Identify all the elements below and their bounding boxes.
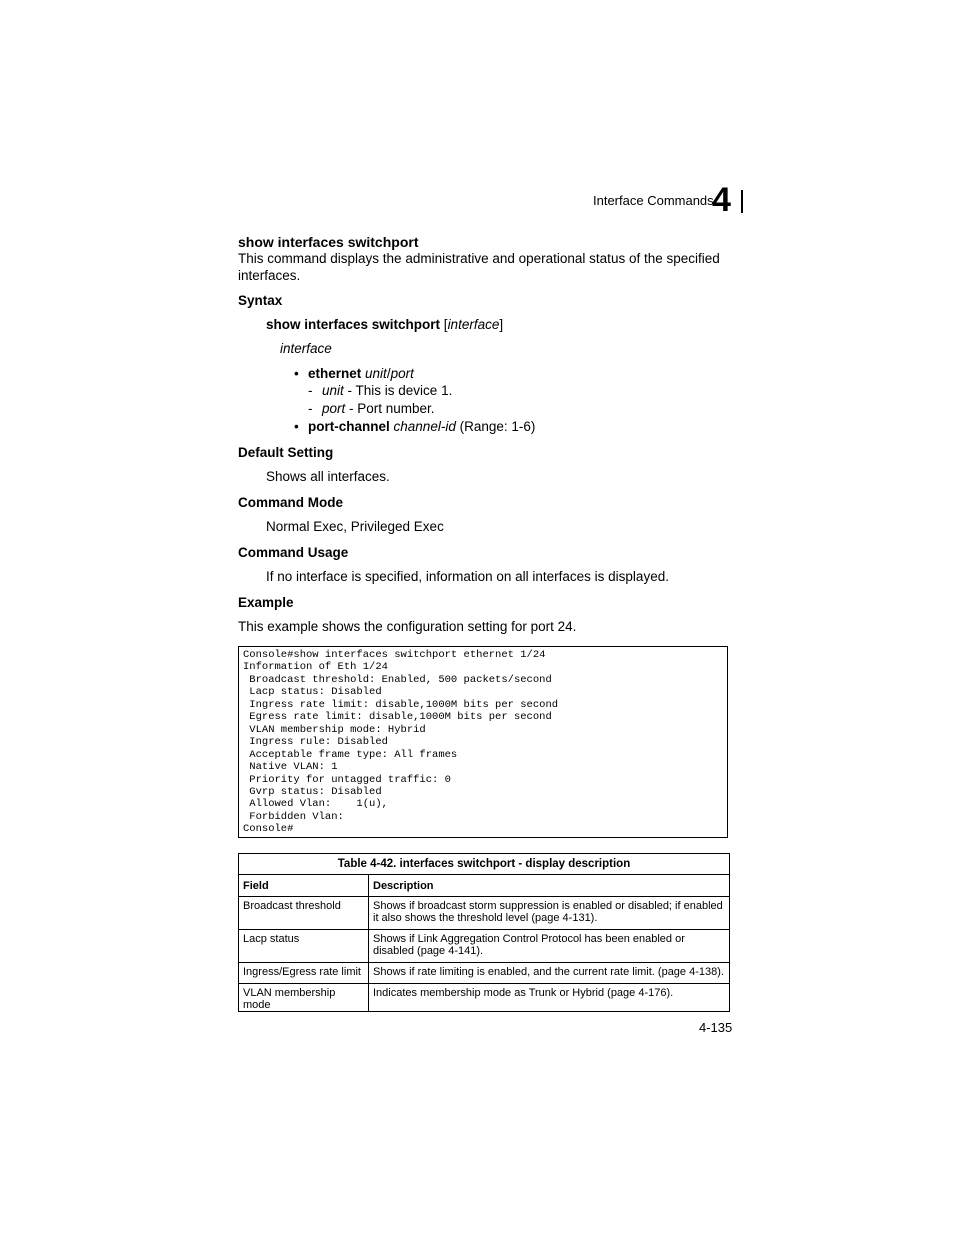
table-cell-field: Ingress/Egress rate limit — [239, 963, 369, 984]
command-mode-text: Normal Exec, Privileged Exec — [266, 519, 444, 534]
syntax-param: interface — [447, 317, 500, 332]
table-row — [239, 963, 730, 984]
table-cell-description: Shows if broadcast storm suppression is enabled or disabled; if enabled it also shows the threshold level (page 4-131). — [369, 897, 730, 930]
table-cell-description: Shows if Link Aggregation Control Protocol has been enabled or disabled (page 4-141). — [369, 930, 730, 963]
param-name: interface — [280, 341, 332, 356]
example-text: This example shows the configuration setting for port 24. — [238, 619, 577, 634]
table-row — [239, 984, 730, 1012]
bullet-mark: • — [294, 419, 299, 434]
running-header-title: Interface Commands — [593, 193, 714, 208]
table-header-field: Field — [239, 875, 369, 897]
bullet-italic-unit: unit — [365, 366, 387, 381]
command-heading: show interfaces switchport — [238, 234, 419, 250]
table-cell-field: Lacp status — [239, 930, 369, 963]
bullet-italic: channel-id — [393, 419, 456, 434]
sub-item-text: - This is device 1. — [343, 383, 453, 398]
bullet-mark: • — [294, 366, 299, 381]
chapter-number: 4 — [712, 181, 731, 219]
command-mode-heading: Command Mode — [238, 495, 344, 510]
dash-mark: - — [308, 401, 313, 416]
default-setting-text: Shows all interfaces. — [266, 469, 390, 484]
table-cell-description: Shows if rate limiting is enabled, and the current rate limit. (page 4-138). — [369, 963, 730, 984]
table-cell-description: Indicates membership mode as Trunk or Hybrid (page 4-176). — [369, 984, 730, 1012]
syntax-open-bracket: [ — [440, 317, 448, 332]
dash-mark: - — [308, 383, 313, 398]
sub-item-italic: port — [322, 401, 346, 416]
table-caption: Table 4-42. interfaces switchport - display description — [239, 854, 730, 875]
bullet-text: (Range: 1-6) — [455, 419, 536, 434]
command-description: This command displays the administrative and operational status of the specified interfaces. — [238, 251, 720, 283]
table-cell-field: Broadcast threshold — [239, 897, 369, 930]
default-setting-heading: Default Setting — [238, 445, 334, 460]
description-table — [238, 853, 730, 1012]
code-example-box — [238, 646, 728, 838]
bullet-bold: port-channel — [308, 419, 390, 434]
table-row — [239, 930, 730, 963]
bullet-bold: ethernet — [308, 366, 362, 381]
syntax-line — [266, 317, 503, 332]
table-row — [239, 897, 730, 930]
command-usage-text: If no interface is specified, information on all interfaces is displayed. — [266, 569, 669, 584]
syntax-command: show interfaces switchport — [266, 317, 441, 332]
code-example: Console#show interfaces switchport ethernet 1/24 Information of Eth 1/24 Broadcast threshold: Enabled, 500 packets/second Lacp status: Disabled Ingress rate limit: disable,1000M bits per second Egress rate limit: disable,1000M bits per second VLAN membership mode: Hybrid Ingress rule: Disabled Acceptable frame type: All frames Native VLAN: 1 Priority for untagged traffic: 0 Gvrp status: Disabled Allowed Vlan: 1(u), Forbidden Vlan: Console# — [243, 649, 559, 836]
bullet-italic-port: port — [390, 366, 414, 381]
example-heading: Example — [238, 595, 294, 610]
syntax-heading: Syntax — [238, 293, 283, 308]
table-header-description: Description — [369, 875, 730, 897]
page-number: 4-135 — [699, 1020, 733, 1035]
sub-item-text: - Port number. — [345, 401, 435, 416]
table-cell-field: VLAN membership mode — [239, 984, 369, 1012]
chapter-divider — [741, 190, 743, 213]
bullet-sep: / — [386, 366, 391, 381]
syntax-close-bracket: ] — [499, 317, 504, 332]
command-usage-heading: Command Usage — [238, 545, 349, 560]
sub-item-italic: unit — [322, 383, 344, 398]
